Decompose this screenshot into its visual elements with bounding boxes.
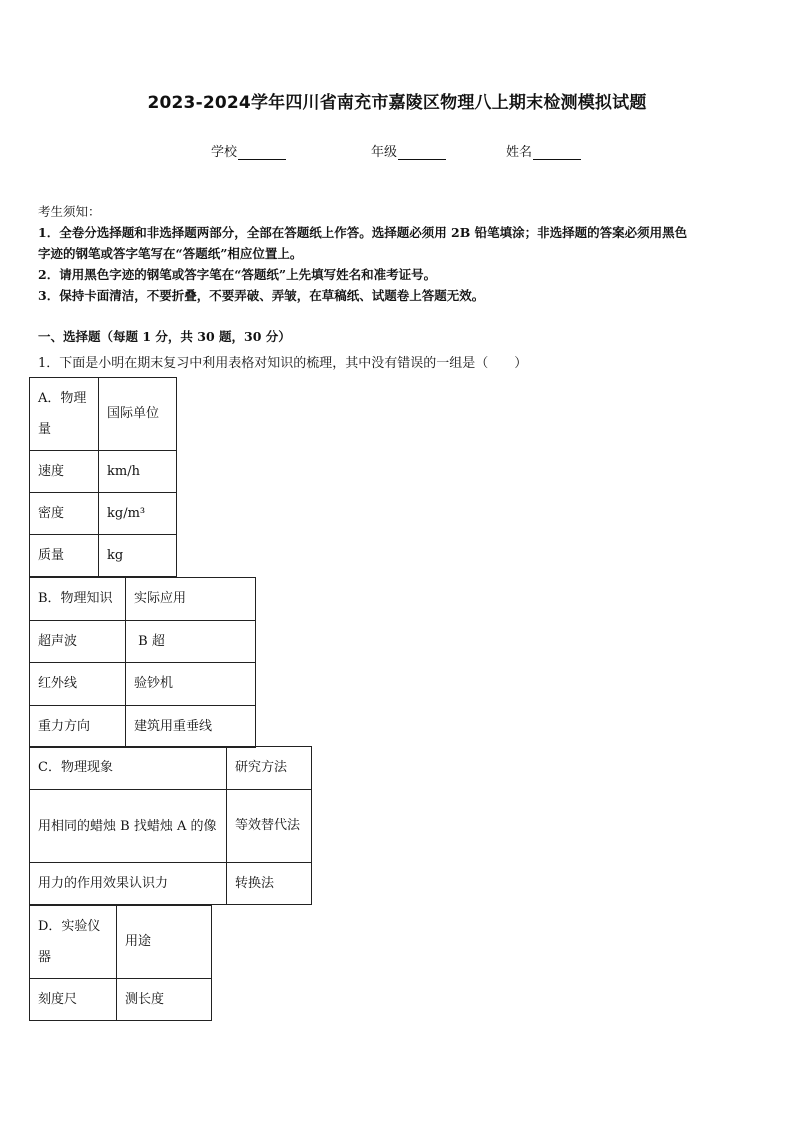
table-row <box>30 378 177 451</box>
table-row <box>30 535 177 577</box>
table-row <box>30 663 256 706</box>
table-a <box>29 377 177 577</box>
grade-blank[interactable] <box>398 147 446 160</box>
school-label: 学校 <box>211 145 238 160</box>
grade-field <box>371 141 446 160</box>
table-row <box>30 621 256 663</box>
page-title: 2023-2024学年四川省南充市嘉陵区物理八上期末检测模拟试题 <box>147 93 647 113</box>
table-row <box>30 451 177 493</box>
table-cell: 研究方法 <box>227 747 312 790</box>
table-c <box>29 746 312 905</box>
table-cell: 重力方向 <box>30 706 126 748</box>
table-cell: B．物理知识 <box>30 578 126 621</box>
table-cell: 速度 <box>30 451 99 493</box>
school-blank[interactable] <box>238 147 286 160</box>
table-cell: 质量 <box>30 535 99 577</box>
table-cell: km/h <box>99 451 177 493</box>
notice-item: 字迹的钢笔或答字笔写在“答题纸”相应位置上。 <box>38 246 303 261</box>
table-cell: 实际应用 <box>126 578 256 621</box>
school-field <box>211 141 286 160</box>
table-row <box>30 747 312 790</box>
notice-item: 3．保持卡面清洁，不要折叠，不要弄破、弄皱，在草稿纸、试题卷上答题无效。 <box>38 288 485 303</box>
table-cell: 超声波 <box>30 621 126 663</box>
table-cell: kg/m³ <box>99 493 177 535</box>
table-cell: 建筑用重垂线 <box>126 706 256 748</box>
table-b <box>29 577 256 748</box>
table-row <box>30 790 312 863</box>
notice-item: 1．全卷分选择题和非选择题两部分，全部在答题纸上作答。选择题必须用 2B 铅笔填涂；非选择题的答案必须用黑色 <box>38 225 688 240</box>
table-cell: C．物理现象 <box>30 747 227 790</box>
table-row <box>30 706 256 748</box>
table-cell: 验钞机 <box>126 663 256 706</box>
table-cell: kg <box>99 535 177 577</box>
table-cell: 红外线 <box>30 663 126 706</box>
table-cell: 用途 <box>117 906 212 979</box>
name-field <box>506 141 581 160</box>
table-d <box>29 905 212 1021</box>
table-cell: D．实验仪器 <box>30 906 117 979</box>
table-cell: B 超 <box>126 621 256 663</box>
grade-label: 年级 <box>371 145 398 160</box>
exam-notice <box>38 201 760 306</box>
table-cell: 国际单位 <box>99 378 177 451</box>
table-row <box>30 979 212 1021</box>
table-cell: 刻度尺 <box>30 979 117 1021</box>
table-cell: 等效替代法 <box>227 790 312 863</box>
notice-item: 2．请用黑色字迹的钢笔或答字笔在“答题纸”上先填写姓名和准考证号。 <box>38 267 437 282</box>
table-row <box>30 493 177 535</box>
question-1: 1．下面是小明在期末复习中利用表格对知识的梳理，其中没有错误的一组是（ ） <box>38 356 528 371</box>
table-row <box>30 863 312 905</box>
section-heading: 一、选择题（每题 1 分，共 30 题，30 分） <box>38 329 291 344</box>
table-cell: 测长度 <box>117 979 212 1021</box>
notice-heading: 考生须知： <box>38 204 101 219</box>
table-cell: 密度 <box>30 493 99 535</box>
name-label: 姓名 <box>506 145 533 160</box>
table-row <box>30 906 212 979</box>
table-cell: 用相同的蜡烛 B 找蜡烛 A 的像 <box>30 790 227 863</box>
table-row <box>30 578 256 621</box>
table-cell: 转换法 <box>227 863 312 905</box>
name-blank[interactable] <box>533 147 581 160</box>
table-cell: A．物理量 <box>30 378 99 451</box>
table-cell: 用力的作用效果认识力 <box>30 863 227 905</box>
